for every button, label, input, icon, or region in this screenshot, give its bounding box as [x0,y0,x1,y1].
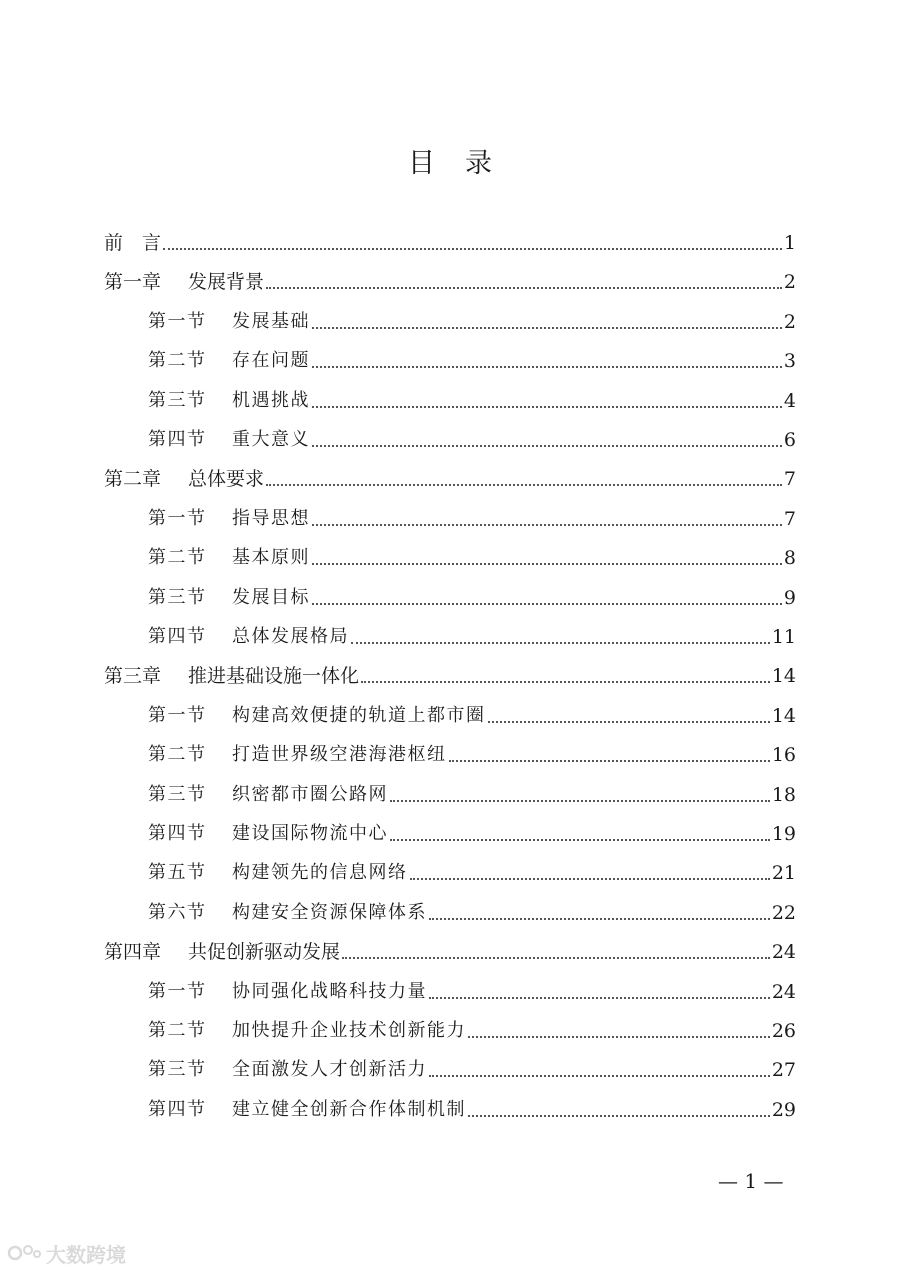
toc-entry-title: 加快提升企业技术创新能力 [232,1020,466,1041]
dot-leader [410,878,770,880]
toc-entry-number: 第二节 [148,547,207,569]
toc-entry-label [148,388,310,414]
toc-section-row[interactable] [148,738,796,768]
toc-entry-label [148,545,310,571]
toc-entry-label [104,230,161,256]
toc-page-number: 2 [783,310,796,333]
dot-leader [266,484,782,486]
toc-entry-label [104,939,340,965]
toc-section-row[interactable] [148,778,796,808]
toc-chapter-row[interactable] [104,462,796,492]
toc-chapter-row[interactable] [104,265,796,295]
dot-leader [429,997,770,999]
toc-entry-label [148,624,349,650]
toc-entry-title: 重大意义 [232,429,310,450]
toc-entry-number: 第二节 [148,1020,207,1041]
toc-entry-number: 第一节 [148,704,207,726]
toc-entry-title: 推进基础设施一体化 [188,665,360,688]
toc-entry-label [148,900,427,926]
toc-entry-title: 机遇挑战 [232,389,310,411]
toc-section-row[interactable] [148,1093,796,1123]
toc-section-row[interactable] [148,541,796,571]
dot-leader [342,957,770,959]
toc-section-row[interactable] [148,344,796,374]
toc-page-number: 14 [771,704,796,727]
toc-entry-number: 第一节 [148,507,207,529]
toc-page-number: 27 [771,1059,796,1082]
toc-entry-number: 第三节 [148,783,207,805]
toc-page-number: 22 [771,901,796,924]
dot-leader [312,366,782,368]
toc-entry-label [148,821,388,847]
dot-leader [449,760,770,762]
toc-entry-title: 构建领先的信息网络 [232,862,408,884]
title-char-1: 目 [408,148,435,179]
toc-page-number: 14 [771,665,796,688]
toc-page-number: 3 [783,350,796,373]
dot-leader [390,839,770,841]
toc-entry-number: 第四节 [148,1098,207,1120]
toc-page-number: 7 [783,507,796,530]
toc-section-row[interactable] [148,699,796,729]
brand-logo-icon [6,1242,42,1264]
toc-entry-number: 第二节 [148,744,207,766]
toc-entry-label [148,348,310,374]
toc-entry-number: 第一章 [104,271,162,294]
dot-leader [351,642,770,644]
toc-entry-title: 发展目标 [232,586,310,608]
toc-entry-number: 第二节 [148,350,207,372]
toc-entry-number: 第一节 [148,310,207,332]
toc-entry-title: 基本原则 [232,547,310,569]
dot-leader [361,681,770,683]
toc-entry-label [148,1057,427,1083]
toc-page-number: 19 [771,823,796,845]
dot-leader [266,287,782,289]
toc-entry-number: 第六节 [148,901,207,923]
toc-entry-title: 全面激发人才创新活力 [232,1059,427,1081]
toc-entry-number: 第一节 [148,980,207,1002]
dot-leader [163,248,782,250]
toc-entry-number: 第五节 [148,862,207,884]
toc-page-number: 1 [783,232,796,254]
toc-section-row[interactable] [148,896,796,926]
toc-entry-title: 指导思想 [232,507,310,529]
toc-page-number: 2 [783,271,796,294]
toc-section-row[interactable] [148,502,796,532]
toc-entry-title: 打造世界级空港海港枢纽 [232,744,447,766]
toc-entry-label [148,506,310,532]
toc-page-number: 18 [771,783,796,806]
dot-leader [390,800,770,802]
toc-chapter-row[interactable] [104,935,796,965]
toc-entry-label [148,703,486,729]
page-title [0,142,900,186]
toc-chapter-row[interactable] [104,659,796,689]
toc-entry-label [148,979,427,1005]
dot-leader [312,445,782,447]
toc-section-row[interactable] [148,423,796,453]
toc-entry-number: 第三节 [148,1059,207,1081]
toc-page-number: 29 [771,1098,796,1121]
toc-section-row[interactable] [148,620,796,650]
toc-entry-number: 第四节 [148,429,207,450]
toc-entry-label [148,1097,466,1123]
toc-entry-title: 共促创新驱动发展 [188,941,341,964]
dot-leader [312,603,782,605]
toc-entry-number: 第四节 [148,626,207,647]
dot-leader [468,1036,770,1038]
dot-leader [429,918,770,920]
toc-entry-title: 总体要求 [188,468,265,491]
toc-section-row[interactable] [148,975,796,1005]
toc-page-number: 4 [783,389,796,412]
toc-page-number: 24 [771,980,796,1003]
toc-section-row[interactable] [148,384,796,414]
toc-page-number: 16 [771,744,796,767]
toc-entry-label [148,860,408,886]
toc-entry-title: 构建安全资源保障体系 [232,901,427,923]
toc-entry-number: 第二章 [104,468,162,491]
toc-entry-number: 前 言 [104,232,162,254]
toc-entry-label [148,427,310,453]
toc-page-number: 24 [771,941,796,964]
toc-entry-title: 建设国际物流中心 [232,823,388,844]
dot-leader [312,327,782,329]
toc-page-number: 8 [783,547,796,570]
toc-entry-label [104,663,359,689]
toc-section-row[interactable] [148,856,796,886]
toc-section-row[interactable] [148,817,796,847]
toc-page-number: 9 [783,586,796,609]
toc-entry-label [104,269,264,295]
toc-entry-label [148,585,310,611]
dot-leader [312,406,782,408]
watermark-text: 大数跨境 [46,1242,126,1267]
toc-entry-number: 第三节 [148,586,207,608]
page-number: — 1 — [718,1169,784,1193]
toc-entry-label [148,1018,466,1044]
toc-entry-title: 协同强化战略科技力量 [232,980,427,1002]
toc-page-number: 21 [771,862,796,885]
toc-entry-title: 总体发展格局 [232,626,349,647]
toc-entry-title: 存在问题 [232,350,310,372]
dot-leader [312,524,782,526]
toc-section-row[interactable] [148,305,796,335]
dot-leader [312,563,782,565]
dot-leader [429,1075,770,1077]
title-char-2: 录 [465,148,492,179]
toc-entry-label [104,466,264,492]
toc-page-number: 7 [783,468,796,491]
toc-chapter-row[interactable] [104,226,796,256]
toc-entry-number: 第三节 [148,389,207,411]
toc-entry-title: 发展基础 [232,310,310,332]
toc-entry-number: 第三章 [104,665,162,688]
toc-section-row[interactable] [148,581,796,611]
dot-leader [468,1115,770,1117]
toc-page-number: 26 [771,1020,796,1042]
toc-entry-label [148,782,388,808]
toc-entry-number: 第四节 [148,823,207,844]
watermark [6,1238,126,1268]
toc-section-row[interactable] [148,1053,796,1083]
toc-page-number: 11 [771,626,796,648]
toc-entry-label [148,742,447,768]
toc-entry-title: 构建高效便捷的轨道上都市圈 [232,704,486,726]
toc-section-row[interactable] [148,1014,796,1044]
toc-page-number: 6 [783,429,796,451]
dot-leader [488,721,770,723]
toc-entry-title: 发展背景 [188,271,265,294]
toc-entry-number: 第四章 [104,941,162,964]
toc-entry-label [148,309,310,335]
toc-entry-title: 建立健全创新合作体制机制 [232,1098,466,1120]
toc-entry-title: 织密都市圈公路网 [232,783,388,805]
